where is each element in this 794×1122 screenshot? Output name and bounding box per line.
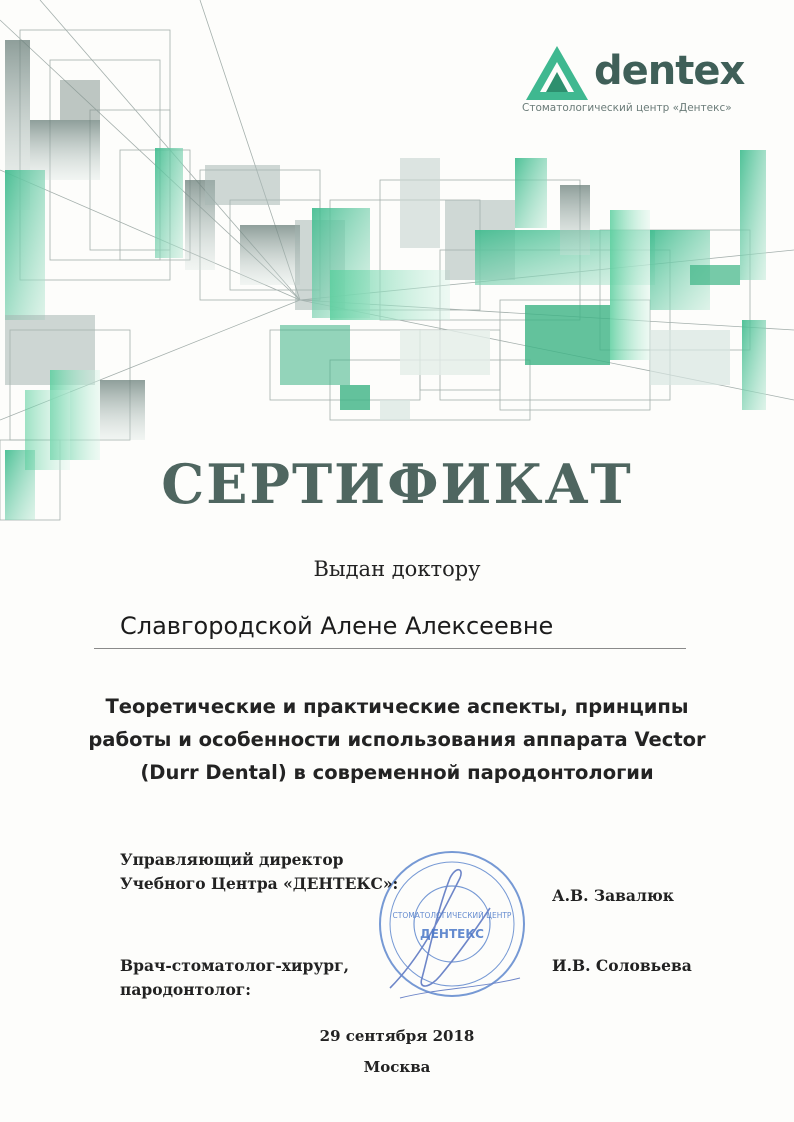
logo-subtitle: Стоматологический центр «Дентекс» [522, 102, 732, 114]
director-name: А.В. Завалюк [552, 886, 674, 905]
course-line-2: работы и особенности использования аппарата Vector [88, 728, 706, 751]
course-line-3: (Durr Dental) в современной пародонтологии [140, 761, 654, 784]
director-title [120, 848, 398, 896]
course-title [60, 690, 734, 789]
course-line-1: Теоретические и практические аспекты, принципы [105, 695, 689, 718]
stamp-text: СТОМАТОЛОГИЧЕСКИЙ ЦЕНТР [392, 911, 512, 920]
stamp-name: ДЕНТЕКС [420, 927, 484, 941]
dentex-triangle-icon [524, 44, 590, 104]
surgeon-line-2: пародонтолог: [120, 980, 252, 999]
surgeon-line-1: Врач-стоматолог-хирург, [120, 956, 350, 975]
name-underline [94, 648, 686, 649]
director-line-2: Учебного Центра «ДЕНТЕКС»: [120, 874, 399, 893]
recipient-name: Славгородской Алене Алексеевне [120, 612, 554, 640]
surgeon-title [120, 954, 349, 1002]
issue-date: 29 сентября 2018 [319, 1027, 475, 1045]
issue-city: Москва [363, 1058, 431, 1076]
issued-to-label: Выдан доктору [313, 557, 481, 581]
dentex-logo [518, 42, 758, 122]
surgeon-name: И.В. Соловьева [552, 956, 692, 975]
logo-wordmark: dentex [594, 48, 745, 94]
director-line-1: Управляющий директор [120, 850, 344, 869]
certificate-title: СЕРТИФИКАТ [161, 452, 633, 516]
